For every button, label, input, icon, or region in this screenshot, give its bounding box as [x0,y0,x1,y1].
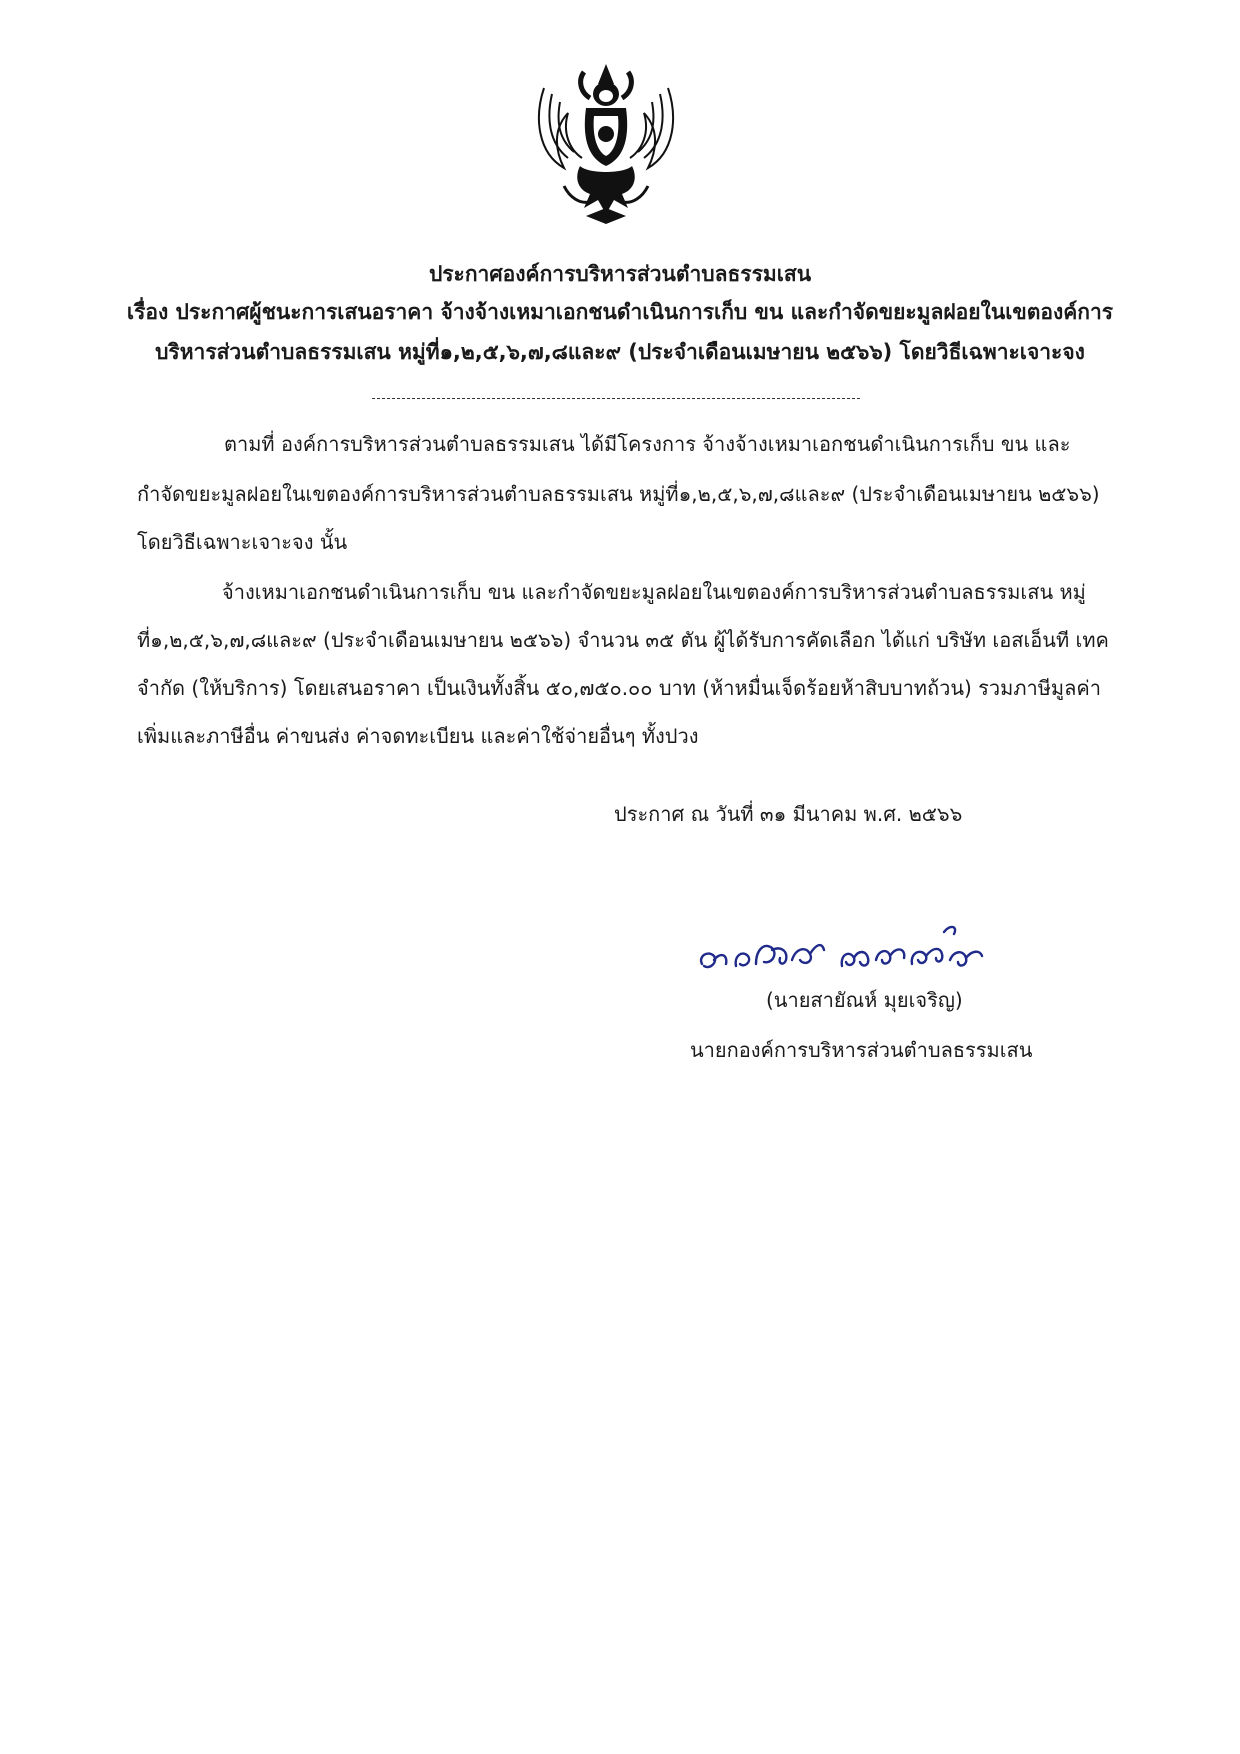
para2-line: จำกัด (ให้บริการ) โดยเสนอราคา เป็นเงินทั้งสิ้น ๕๐,๗๕๐.๐๐ บาท (ห้าหมื่นเจ็ดร้อยห้าสิบบาทถ้วน) รวมภาษีมูลค่า [137,676,1101,700]
org-title: ประกาศองค์การบริหารส่วนตำบลธรรมเสน [428,262,812,286]
subject-line-2: บริหารส่วนตำบลธรรมเสน หมู่ที่๑,๒,๕,๖,๗,๘และ๙ (ประจำเดือนเมษายน ๒๕๖๖) โดยวิธีเฉพาะเจาะจง [155,340,1085,364]
signer-name: (นายสายัณห์ มุยเจริญ) [766,988,963,1012]
signer-position: นายกองค์การบริหารส่วนตำบลธรรมเสน [690,1038,1033,1062]
announcement-date: ประกาศ ณ วันที่ ๓๑ มีนาคม พ.ศ. ๒๕๖๖ [614,802,963,826]
handwritten-signature [692,920,1002,980]
subject-line-1: เรื่อง ประกาศผู้ชนะการเสนอราคา จ้างจ้างเหมาเอกชนดำเนินการเก็บ ขน และกำจัดขยะมูลฝอยในเขตองค์การ [126,300,1114,324]
para1-line: กำจัดขยะมูลฝอยในเขตองค์การบริหารส่วนตำบลธรรมเสน หมู่ที่๑,๒,๕,๖,๗,๘และ๙ (ประจำเดือนเมษายน ๒๕๖๖) [137,482,1100,506]
separator-rule [372,398,860,399]
para2-line: เพิ่มและภาษีอื่น ค่าขนส่ง ค่าจดทะเบียน และค่าใช้จ่ายอื่นๆ ทั้งปวง [137,724,699,748]
para1-line: โดยวิธีเฉพาะเจาะจง นั้น [137,530,348,554]
garuda-emblem-icon [524,58,688,226]
para1-line: ตามที่ องค์การบริหารส่วนตำบลธรรมเสน ได้มีโครงการ จ้างจ้างเหมาเอกชนดำเนินการเก็บ ขน และ [224,432,1071,456]
para2-line: จ้างเหมาเอกชนดำเนินการเก็บ ขน และกำจัดขยะมูลฝอยในเขตองค์การบริหารส่วนตำบลธรรมเสน หมู่ [222,580,1086,604]
para2-line: ที่๑,๒,๕,๖,๗,๘และ๙ (ประจำเดือนเมษายน ๒๕๖๖) จำนวน ๓๕ ตัน ผู้ได้รับการคัดเลือก ได้แก่ บริษัท เอสเอ็นที เทค [137,628,1109,652]
